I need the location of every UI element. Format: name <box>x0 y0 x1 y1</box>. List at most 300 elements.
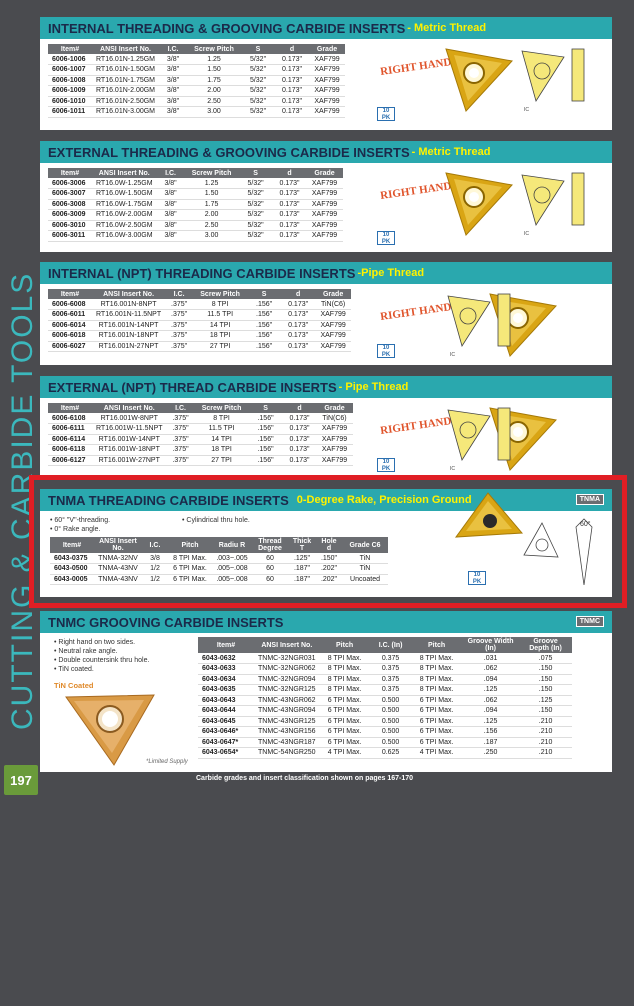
table-cell: .094 <box>462 706 520 717</box>
tnma-bullets: • 60° "V"-threading. • 0° Rake angle. <box>50 517 111 533</box>
table-row <box>48 220 343 231</box>
table-cell: XAF799 <box>307 199 343 210</box>
table-cell: RT16.01N-3.00GM <box>92 107 159 118</box>
spec-table <box>48 403 353 466</box>
table-cell: .150" <box>316 553 342 564</box>
table-cell: 6006-6011 <box>48 310 92 321</box>
table-row <box>48 424 353 435</box>
table-cell: .125 <box>520 695 572 706</box>
table-cell: 6043-0645 <box>198 716 254 727</box>
column-header: S <box>249 403 283 413</box>
table-cell: TNMC-43NGR125 <box>254 716 320 727</box>
column-header: Grade <box>307 168 343 178</box>
spec-table <box>48 168 343 242</box>
table-cell: 6043-0635 <box>198 685 254 696</box>
table-cell: 8 TPI Max. <box>320 653 370 664</box>
table-cell: 8 TPI Max. <box>412 664 462 675</box>
table-row <box>48 54 345 65</box>
table-cell: 8 TPI <box>193 299 247 310</box>
table-cell: 2.00 <box>187 86 241 97</box>
table-cell: XAF799 <box>315 310 351 321</box>
column-header: I.C. <box>157 168 185 178</box>
table-cell: XAF799 <box>309 65 345 76</box>
column-header: Item# <box>48 168 92 178</box>
table-cell: 14 TPI <box>193 320 247 331</box>
table-cell: 1/2 <box>142 574 168 585</box>
ten-per-package-badge: 10 PK <box>377 458 395 472</box>
column-header: Pitch <box>320 637 370 653</box>
column-header: ANSI Insert No. <box>94 537 142 553</box>
thread-angle-label: 60° <box>580 521 591 528</box>
table-cell: .156" <box>249 413 283 424</box>
table-cell: 6006-1006 <box>48 54 92 65</box>
table-cell: TNMC-43NGR187 <box>254 737 320 748</box>
column-header: S <box>241 44 275 54</box>
table-cell: 3/8" <box>157 231 185 242</box>
table-cell: 18 TPI <box>193 331 247 342</box>
table-cell: 6 TPI Max. <box>320 737 370 748</box>
table-cell: 0.173" <box>281 299 315 310</box>
table-cell: .125 <box>462 716 520 727</box>
table-row <box>198 737 572 748</box>
table-cell: .210 <box>520 737 572 748</box>
insert-image <box>436 43 516 115</box>
limited-supply-note: *Limited Supply <box>146 759 188 765</box>
insert-diagram <box>444 288 514 360</box>
table-cell: 5/32" <box>241 107 275 118</box>
insert-image <box>436 167 516 239</box>
table-cell: 6043-0646* <box>198 727 254 738</box>
table-cell: 6043-0643 <box>198 695 254 706</box>
column-header: Screw Pitch <box>185 168 239 178</box>
table-cell: .156" <box>247 299 281 310</box>
table-cell: 6006-1011 <box>48 107 92 118</box>
table-cell: 5/32" <box>239 199 273 210</box>
column-header: I.C. <box>142 537 168 553</box>
table-cell: 2.50 <box>187 96 241 107</box>
table-cell: 6006-6008 <box>48 299 92 310</box>
table-cell: 0.173" <box>273 231 307 242</box>
table-cell: .375" <box>167 455 195 466</box>
table-cell: 8 TPI Max. <box>412 653 462 664</box>
table-cell: .031 <box>462 653 520 664</box>
table-cell: 60 <box>252 553 288 564</box>
table-cell: 0.173" <box>283 434 317 445</box>
table-cell: 14 TPI <box>195 434 249 445</box>
column-header: Radiu R <box>212 537 252 553</box>
table-cell: RT16.0W-1.25GM <box>92 178 157 189</box>
section-tnmc <box>40 611 612 772</box>
table-cell: XAF799 <box>307 220 343 231</box>
table-row <box>48 331 351 342</box>
table-cell: TNMA-43NV <box>94 574 142 585</box>
table-cell: XAF799 <box>315 341 351 352</box>
table-cell: 0.173" <box>275 75 309 86</box>
table-cell: XAF799 <box>309 96 345 107</box>
table-cell: .156" <box>249 434 283 445</box>
ten-per-package-badge: 10 PK <box>377 344 395 358</box>
table-cell: 8 TPI Max. <box>320 664 370 675</box>
table-cell: 0.173" <box>281 331 315 342</box>
table-cell: 5/32" <box>241 96 275 107</box>
table-cell: 1.25 <box>187 54 241 65</box>
table-cell: 0.500 <box>370 695 412 706</box>
table-cell: 6006-6108 <box>48 413 92 424</box>
right-hand-label: RIGHT HAND <box>379 415 453 437</box>
column-header: Hole d <box>316 537 342 553</box>
table-cell: 6006-3008 <box>48 199 92 210</box>
table-cell: .094 <box>462 674 520 685</box>
table-cell: 6006-3007 <box>48 189 92 200</box>
table-row <box>48 445 353 456</box>
table-cell: 3/8" <box>159 96 187 107</box>
column-header: Pitch <box>412 637 462 653</box>
table-row <box>48 231 343 242</box>
table-cell: 2.00 <box>185 210 239 221</box>
table-cell: 1.75 <box>187 75 241 86</box>
table-cell: 0.500 <box>370 716 412 727</box>
table-cell: 0.500 <box>370 706 412 717</box>
table-cell: 3/8" <box>159 86 187 97</box>
table-cell: .156" <box>249 455 283 466</box>
table-cell: 6006-6014 <box>48 320 92 331</box>
table-cell: 3/8" <box>157 199 185 210</box>
column-header: Pitch <box>168 537 212 553</box>
table-cell: .075 <box>520 653 572 664</box>
table-cell: XAF799 <box>315 320 351 331</box>
table-cell: 11.5 TPI <box>193 310 247 321</box>
table-row <box>48 210 343 221</box>
table-cell: 0.173" <box>273 199 307 210</box>
table-cell: 6043-0644 <box>198 706 254 717</box>
table-cell: 6 TPI Max. <box>412 716 462 727</box>
table-row <box>48 96 345 107</box>
table-row <box>48 310 351 321</box>
table-cell: TNMC-43NGR156 <box>254 727 320 738</box>
table-cell: 6006-6018 <box>48 331 92 342</box>
table-cell: XAF799 <box>309 54 345 65</box>
footer-note: Carbide grades and insert classification shown on pages 167-170 <box>196 775 414 782</box>
table-cell: .005~.008 <box>212 574 252 585</box>
table-row <box>48 107 345 118</box>
table-cell: 0.173" <box>281 320 315 331</box>
table-cell: 6006-1007 <box>48 65 92 76</box>
column-header: S <box>239 168 273 178</box>
table-cell: 0.375 <box>370 685 412 696</box>
table-cell: 0.173" <box>273 220 307 231</box>
table-cell: 6006-1008 <box>48 75 92 86</box>
column-header: I.C. (In) <box>370 637 412 653</box>
column-header: d <box>275 44 309 54</box>
table-cell: 6006-6127 <box>48 455 92 466</box>
table-cell: 3/8 <box>142 553 168 564</box>
table-cell: .375" <box>165 310 193 321</box>
page-number: 197 <box>4 765 38 795</box>
table-cell: 2.50 <box>185 220 239 231</box>
table-cell: 3/8" <box>157 189 185 200</box>
table-cell: RT16.001W-18NPT <box>92 445 167 456</box>
table-row <box>48 434 353 445</box>
table-cell: TiN <box>342 564 388 575</box>
tnmc-spec-table <box>198 637 572 759</box>
table-cell: .062 <box>462 695 520 706</box>
table-cell: XAF799 <box>317 434 353 445</box>
table-cell: 0.173" <box>275 65 309 76</box>
table-row <box>198 716 572 727</box>
table-cell: XAF799 <box>307 189 343 200</box>
table-cell: .375" <box>165 320 193 331</box>
table-cell: XAF799 <box>317 424 353 435</box>
table-cell: 6006-6118 <box>48 445 92 456</box>
table-cell: .375" <box>167 413 195 424</box>
table-cell: 4 TPI Max. <box>320 748 370 759</box>
table-row <box>48 455 353 466</box>
table-cell: 6 TPI Max. <box>320 727 370 738</box>
column-header: ANSI Insert No. <box>92 403 167 413</box>
table-cell: TNMC-32NGR062 <box>254 664 320 675</box>
table-cell: TiN(C6) <box>317 413 353 424</box>
table-cell: TNMA-43NV <box>94 564 142 575</box>
section-header: INTERNAL THREADING & GROOVING CARBIDE INSERTS - Metric Thread <box>40 17 612 39</box>
section-internal-npt <box>40 262 612 365</box>
table-cell: .150 <box>520 664 572 675</box>
table-cell: 6043-0005 <box>50 574 94 585</box>
column-header: Screw Pitch <box>187 44 241 54</box>
svg-text:IC: IC <box>450 466 455 472</box>
section-internal-metric <box>40 17 612 130</box>
table-cell: RT16.0W-1.75GM <box>92 199 157 210</box>
table-cell: TNMC-54NGR250 <box>254 748 320 759</box>
table-cell: RT16.001W-27NPT <box>92 455 167 466</box>
table-cell: 1.25 <box>185 178 239 189</box>
table-row <box>198 674 572 685</box>
table-cell: 5/32" <box>239 210 273 221</box>
table-row <box>48 86 345 97</box>
table-cell: .187" <box>288 574 316 585</box>
table-cell: 6 TPI Max. <box>168 564 212 575</box>
ten-per-package-badge: 10 PK <box>377 231 395 245</box>
table-cell: TiN(C6) <box>315 299 351 310</box>
table-cell: 8 TPI Max. <box>168 553 212 564</box>
right-hand-label: RIGHT HAND <box>379 180 453 202</box>
column-header: Groove Width (In) <box>462 637 520 653</box>
column-header: Grade <box>315 289 351 299</box>
table-cell: TiN <box>342 553 388 564</box>
table-cell: .003~.005 <box>212 553 252 564</box>
table-cell: RT16.001N-18NPT <box>92 331 165 342</box>
table-cell: RT16.001W-8NPT <box>92 413 167 424</box>
table-cell: .150 <box>520 674 572 685</box>
table-cell: .375" <box>167 424 195 435</box>
table-cell: 11.5 TPI <box>195 424 249 435</box>
table-cell: .156 <box>462 727 520 738</box>
column-header: ANSI Insert No. <box>92 289 165 299</box>
table-cell: 3/8" <box>159 107 187 118</box>
table-cell: 4 TPI Max. <box>412 748 462 759</box>
svg-text:IC: IC <box>524 231 529 237</box>
table-cell: .202" <box>316 574 342 585</box>
table-cell: XAF799 <box>317 455 353 466</box>
column-header: ANSI Insert No. <box>92 168 157 178</box>
table-row <box>48 75 345 86</box>
table-row <box>198 748 572 759</box>
table-cell: 0.173" <box>283 445 317 456</box>
table-cell: 0.500 <box>370 727 412 738</box>
ten-per-package-badge: 10 PK <box>377 107 395 121</box>
table-cell: RT16.001N-11.5NPT <box>92 310 165 321</box>
table-row <box>198 664 572 675</box>
table-cell: TNMA-32NV <box>94 553 142 564</box>
insert-diagram <box>518 167 588 239</box>
table-cell: .125" <box>288 553 316 564</box>
tnmc-insert-image <box>62 691 158 769</box>
table-cell: 0.173" <box>275 54 309 65</box>
table-cell: 6043-0654* <box>198 748 254 759</box>
svg-text:IC: IC <box>524 107 529 113</box>
ten-per-package-badge: 10 PK <box>468 571 486 585</box>
column-header: Groove Depth (In) <box>520 637 572 653</box>
table-cell: 6 TPI Max. <box>412 727 462 738</box>
table-cell: .156" <box>249 424 283 435</box>
table-cell: 5/32" <box>241 54 275 65</box>
table-cell: 6043-0632 <box>198 653 254 664</box>
table-row <box>48 299 351 310</box>
section-external-npt <box>40 376 612 477</box>
table-row <box>48 320 351 331</box>
table-cell: .187" <box>288 564 316 575</box>
column-header: Grade <box>317 403 353 413</box>
table-cell: 6006-6111 <box>48 424 92 435</box>
right-hand-label: RIGHT HAND <box>379 301 453 323</box>
table-cell: RT16.01N-2.50GM <box>92 96 159 107</box>
table-cell: 0.375 <box>370 653 412 664</box>
column-header: Item# <box>48 44 92 54</box>
column-header: S <box>247 289 281 299</box>
insert-diagram <box>518 43 588 115</box>
table-cell: TNMC-43NGR094 <box>254 706 320 717</box>
table-cell: 3/8" <box>157 210 185 221</box>
table-cell: .375" <box>165 299 193 310</box>
table-cell: 6043-0375 <box>50 553 94 564</box>
table-cell: .150 <box>520 706 572 717</box>
tnmc-bullets: • Right hand on two sides. • Neutral rake angle. • Double countersink thru hole. • TiN coated. <box>54 639 150 673</box>
table-cell: .156" <box>247 320 281 331</box>
table-cell: .125 <box>462 685 520 696</box>
table-cell: TNMC-43NGR062 <box>254 695 320 706</box>
column-header: ANSI Insert No. <box>254 637 320 653</box>
table-row <box>48 341 351 352</box>
table-cell: 3/8" <box>159 65 187 76</box>
section-header: TNMA THREADING CARBIDE INSERTS 0-Degree Rake, Precision Ground <box>40 489 612 511</box>
column-header: Grade C6 <box>342 537 388 553</box>
table-cell: 0.173" <box>281 341 315 352</box>
table-cell: XAF799 <box>309 75 345 86</box>
tnma-tag: TNMA <box>576 494 604 505</box>
table-cell: 8 TPI Max. <box>412 674 462 685</box>
table-cell: 0.375 <box>370 674 412 685</box>
table-cell: RT16.01N-2.00GM <box>92 86 159 97</box>
table-cell: .156" <box>249 445 283 456</box>
column-header: I.C. <box>159 44 187 54</box>
table-cell: .250 <box>462 748 520 759</box>
column-header: ANSI Insert No. <box>92 44 159 54</box>
table-cell: .150 <box>520 685 572 696</box>
column-header: I.C. <box>167 403 195 413</box>
table-cell: 3/8" <box>157 220 185 231</box>
table-cell: .187 <box>462 737 520 748</box>
table-cell: 5/32" <box>239 220 273 231</box>
table-row <box>48 65 345 76</box>
table-row <box>48 199 343 210</box>
tin-coated-label: TiN Coated <box>54 681 94 690</box>
table-cell: 6043-0633 <box>198 664 254 675</box>
column-header: d <box>281 289 315 299</box>
table-cell: 6006-3006 <box>48 178 92 189</box>
table-cell: RT16.001N-8NPT <box>92 299 165 310</box>
table-cell: 6 TPI Max. <box>412 737 462 748</box>
table-cell: 0.173" <box>273 210 307 221</box>
sidebar-title: CUTTING & CARBIDE TOOLS <box>6 271 39 730</box>
table-cell: TNMC-32NGR125 <box>254 685 320 696</box>
table-cell: XAF799 <box>307 178 343 189</box>
column-header: Screw Pitch <box>195 403 249 413</box>
table-cell: 6006-1010 <box>48 96 92 107</box>
table-cell: 6006-3010 <box>48 220 92 231</box>
table-cell: 6043-0500 <box>50 564 94 575</box>
table-cell: 3.00 <box>185 231 239 242</box>
table-row <box>198 727 572 738</box>
table-cell: XAF799 <box>317 445 353 456</box>
table-cell: 6043-0634 <box>198 674 254 685</box>
table-cell: 0.625 <box>370 748 412 759</box>
right-hand-label: RIGHT HAND <box>379 56 453 78</box>
table-cell: RT16.001W-14NPT <box>92 434 167 445</box>
section-header: EXTERNAL THREADING & GROOVING CARBIDE INSERTS - Metric Thread <box>40 141 612 163</box>
column-header: d <box>273 168 307 178</box>
table-row <box>48 413 353 424</box>
table-cell: 60 <box>252 564 288 575</box>
column-header: Grade <box>309 44 345 54</box>
table-cell: 5/32" <box>239 231 273 242</box>
table-row <box>198 706 572 717</box>
table-cell: TNMC-32NGR094 <box>254 674 320 685</box>
table-cell: 5/32" <box>239 178 273 189</box>
table-cell: 6 TPI Max. <box>412 706 462 717</box>
section-header: INTERNAL (NPT) THREADING CARBIDE INSERTS -Pipe Thread <box>40 262 612 284</box>
column-header: Thread Degree <box>252 537 288 553</box>
table-cell: 0.375 <box>370 664 412 675</box>
insert-diagram <box>444 402 514 474</box>
column-header: Item# <box>48 289 92 299</box>
column-header: Thick T <box>288 537 316 553</box>
table-cell: 5/32" <box>241 65 275 76</box>
table-cell: 6 TPI Max. <box>168 574 212 585</box>
table-cell: XAF799 <box>315 331 351 342</box>
table-cell: 0.173" <box>283 455 317 466</box>
table-row <box>198 653 572 664</box>
table-cell: 8 TPI Max. <box>412 685 462 696</box>
table-cell: 3/8" <box>159 75 187 86</box>
table-cell: .375" <box>167 434 195 445</box>
svg-text:IC: IC <box>450 352 455 358</box>
table-cell: RT16.01N-1.75GM <box>92 75 159 86</box>
table-cell: .062 <box>462 664 520 675</box>
table-cell: RT16.001N-27NPT <box>92 341 165 352</box>
table-cell: 1/2 <box>142 564 168 575</box>
table-row <box>198 685 572 696</box>
tnma-bullet-hole: • Cylindrical thru hole. <box>182 517 250 524</box>
table-cell: RT16.01N-1.50GM <box>92 65 159 76</box>
